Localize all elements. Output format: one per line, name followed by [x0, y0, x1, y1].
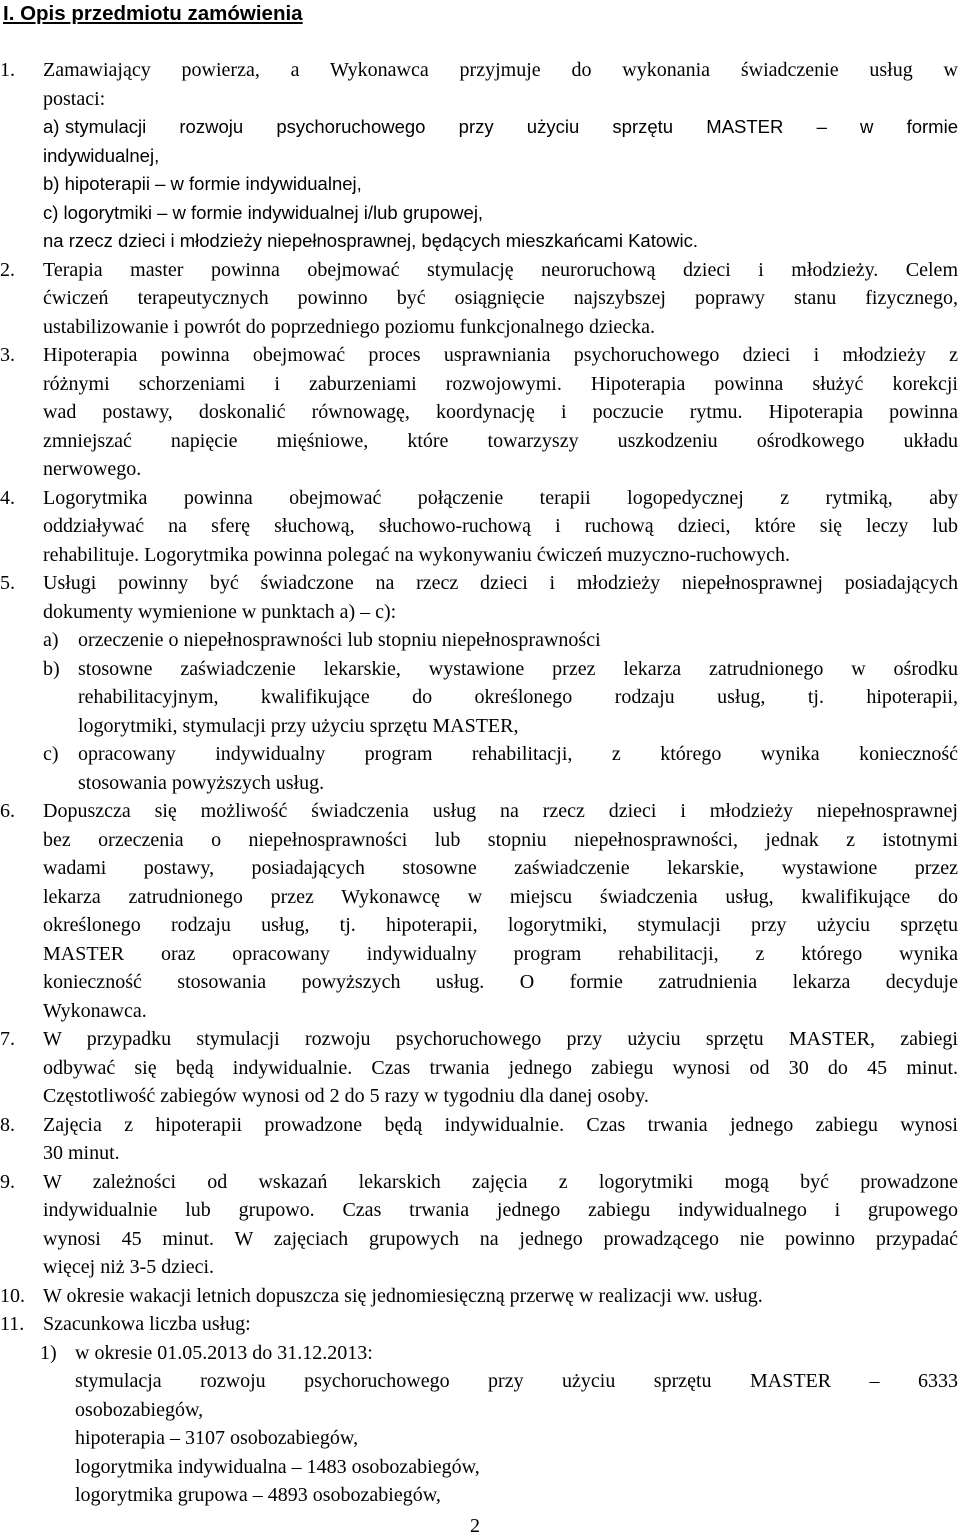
text-line: stosowania powyższych usług.	[78, 771, 325, 794]
text-line: Terapia master powinna obejmować stymulację neuroruchową dzieci i młodzieży. Celem	[43, 258, 958, 281]
text-line: opracowany indywidualny program rehabilitacji, z którego wynika konieczność	[78, 743, 958, 765]
text-line: na rzecz dzieci i młodzieży niepełnosprawnej, będących mieszkańcami Katowic.	[43, 230, 698, 251]
text-line: rehabilituje. Logorytmika powinna polegać na wykonywaniu ćwiczeń muzyczno-ruchowych.	[43, 543, 790, 566]
text-line: wadami postawy, posiadających stosowne zaświadczenie lekarskie, wystawione przez	[43, 857, 958, 879]
text-line: więcej niż 3-5 dzieci.	[43, 1256, 215, 1278]
order-description	[0, 56, 958, 1510]
text-line: bez orzeczenia o niepełnosprawności lub stopniu niepełnosprawności, jednak z istotnymi	[43, 828, 958, 851]
text-line: wad postawy, doskonalić równowagę, koordynację i poczucie rytmu. Hipoterapia powinna	[43, 401, 958, 423]
list-item-2	[0, 256, 958, 342]
text-line: Szacunkowa liczba usług:	[43, 1313, 251, 1335]
text-line: oddziaływać na sferę słuchową, słuchowo-ruchową i ruchową dzieci, które się leczy lub	[43, 515, 958, 537]
text-line: logorytmiki, stymulacji przy użyciu sprzętu MASTER,	[78, 714, 519, 737]
item-number: 2.	[0, 258, 15, 281]
item-number: 8.	[0, 1113, 15, 1136]
text-line: W okresie wakacji letnich dopuszcza się jednomiesięczną przerwę w realizacji ww. usług.	[43, 1284, 763, 1307]
sub-item-c	[43, 740, 958, 797]
list-item-9	[0, 1168, 958, 1282]
item-number: 3.	[0, 344, 15, 366]
item-number: 7.	[0, 1028, 15, 1050]
text-line: indywidualnej,	[43, 144, 160, 166]
sub-item-label: a)	[43, 629, 59, 651]
text-line: Logorytmika powinna obejmować połączenie terapii logopedycznej z rytmiką, aby	[43, 486, 958, 509]
list-item-3	[0, 341, 958, 484]
page-number: 2	[470, 1515, 480, 1537]
item-number: 9.	[0, 1170, 15, 1193]
text-line: odbywać się będą indywidualnie. Czas trwania jednego zabiegu wynosi od 30 do 45 minut.	[43, 1056, 958, 1079]
section-heading: I. Opis przedmiotu zamówienia	[3, 2, 303, 25]
text-line: ustabilizowanie i powrót do poprzedniego poziomu funkcjonalnego dziecka.	[43, 315, 656, 338]
sub-item-a	[43, 626, 958, 655]
item-number: 11.	[0, 1313, 25, 1335]
text-line: konieczność stosowania powyższych usług. O formie zatrudnienia lekarza decyduje	[43, 971, 958, 993]
sub-item-label: c)	[43, 743, 59, 765]
text-line: wynosi 45 minut. W zajęciach grupowych na jednego prowadzącego nie powinno przypadać	[43, 1227, 958, 1250]
text-line: ćwiczeń terapeutycznych powinno być osiągnięcie najszybszej poprawy stanu fizycznego,	[43, 287, 958, 309]
text-line: MASTER oraz opracowany indywidualny program rehabilitacji, z którego wynika	[43, 942, 958, 965]
sub-item-b	[43, 655, 958, 741]
estimate-hipoterapia: hipoterapia – 3107 osobozabiegów,	[75, 1427, 359, 1449]
sub-item-label: a)	[43, 116, 60, 137]
sub-item-b: b) hipoterapii – w formie indywidualnej,	[43, 173, 362, 194]
list-item-1	[0, 56, 958, 256]
list-item-10	[0, 1282, 958, 1311]
text-line: rehabilitacyjnym, kwalifikujące do określonego rodzaju usług, tj. hipoterapii,	[78, 686, 958, 708]
sub-item-c: c) logorytmiki – w formie indywidualnej i/lub grupowej,	[43, 201, 484, 223]
text-line: stosowne zaświadczenie lekarskie, wystawione przez lekarza zatrudnionego w ośrodku	[78, 657, 958, 680]
list-item-5	[0, 569, 958, 797]
list-item-4	[0, 484, 958, 570]
sub-item-a	[43, 113, 958, 170]
text-line: postaci:	[43, 87, 106, 110]
text-line: 30 minut.	[43, 1142, 120, 1164]
item-number: 10.	[0, 1284, 25, 1307]
item-number: 5.	[0, 572, 15, 594]
text-line: w okresie 01.05.2013 do 31.12.2013:	[75, 1341, 373, 1364]
text-line: zmniejszać napięcie mięśniowe, które towarzyszy uszkodzeniu ośrodkowego układu	[43, 429, 958, 452]
estimate-logorytmika-indywidualna: logorytmika indywidualna – 1483 osobozabiegów,	[75, 1455, 480, 1478]
estimate-logorytmika-grupowa: logorytmika grupowa – 4893 osobozabiegów,	[75, 1484, 441, 1506]
text-line: indywidualnie lub grupowo. Czas trwania jednego zabiegu indywidualnego i grupowego	[43, 1199, 958, 1221]
text-line: Zamawiający powierza, a Wykonawca przyjmuje do wykonania świadczenie usług w	[43, 59, 958, 81]
text-line: W zależności od wskazań lekarskich zajęcia z logorytmiki mogą być prowadzone	[43, 1170, 958, 1193]
text-line: Dopuszcza się możliwość świadczenia usług na rzecz dzieci i młodzieży niepełnosprawnej	[43, 800, 958, 822]
sub-list	[43, 113, 958, 256]
text-line: orzeczenie o niepełnosprawności lub stopniu niepełnosprawności	[78, 629, 601, 651]
text-line: Wykonawca.	[43, 999, 147, 1022]
text-line: określonego rodzaju usług, tj. hipoterapii, logorytmiki, stymulacji przy użyciu sprzętu	[43, 914, 958, 936]
sub-item-label: 1)	[40, 1341, 57, 1364]
estimate-master: stymulacja rozwoju psychoruchowego przy użyciu sprzętu MASTER – 6333	[75, 1370, 958, 1392]
list-item-8	[0, 1111, 958, 1168]
list-item-6	[0, 797, 958, 1025]
item-number: 4.	[0, 486, 15, 509]
text-line: W przypadku stymulacji rozwoju psychoruchowego przy użyciu sprzętu MASTER, zabiegi	[43, 1028, 958, 1050]
period-item-1	[0, 1339, 958, 1368]
text-line: Usługi powinny być świadczone na rzecz dzieci i młodzieży niepełnosprawnej posiadających	[43, 572, 958, 594]
text-line: osobozabiegów,	[75, 1398, 204, 1421]
text-line: nerwowego.	[43, 458, 142, 480]
text-line: dokumenty wymienione w punktach a) – c):	[43, 600, 397, 623]
service-estimates	[0, 1367, 958, 1510]
list-item-7	[0, 1025, 958, 1111]
text-line: różnymi schorzeniami i zaburzeniami rozwojowymi. Hipoterapia powinna służyć korekcji	[43, 372, 958, 395]
list-item-11	[0, 1310, 958, 1339]
text-line: lekarza zatrudnionego przez Wykonawcę w miejscu świadczenia usług, kwalifikujące do	[43, 885, 958, 908]
text-line: Częstotliwość zabiegów wynosi od 2 do 5 razy w tygodniu dla danej osoby.	[43, 1085, 649, 1107]
text-line: Zajęcia z hipoterapii prowadzone będą indywidualnie. Czas trwania jednego zabiegu wynosi	[43, 1113, 958, 1136]
item-number: 1.	[0, 59, 15, 81]
item-number: 6.	[0, 800, 15, 822]
sub-item-label: b)	[43, 657, 60, 680]
text-line: stymulacji rozwoju psychoruchowego przy użyciu sprzętu MASTER – w formie	[65, 116, 958, 137]
text-line: Hipoterapia powinna obejmować proces usprawniania psychoruchowego dzieci i młodzieży z	[43, 344, 958, 366]
